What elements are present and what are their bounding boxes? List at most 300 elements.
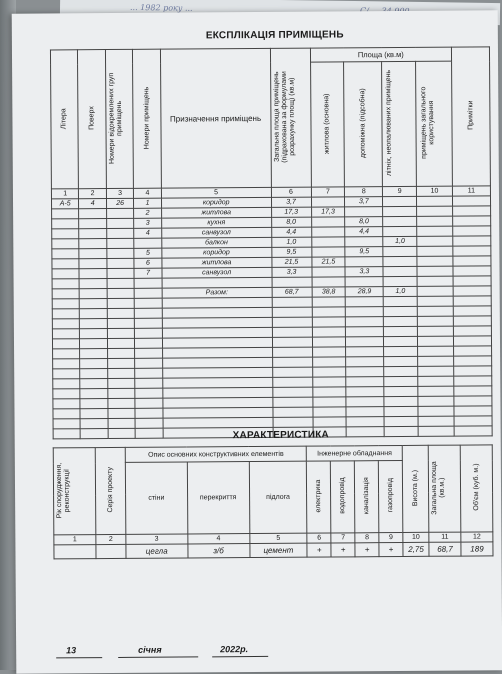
col-number: 11 bbox=[452, 186, 490, 196]
cell-litera bbox=[52, 219, 80, 229]
blank-cell bbox=[312, 307, 346, 317]
cell-aux bbox=[345, 257, 383, 267]
cell-purpose: балкон bbox=[162, 237, 272, 248]
header-notes: Примітки bbox=[451, 47, 490, 186]
col-number: 1 bbox=[54, 535, 96, 545]
blank-cell bbox=[313, 417, 347, 427]
value-total-area: 68,7 bbox=[429, 542, 461, 556]
underline bbox=[118, 656, 198, 658]
blank-cell bbox=[135, 328, 163, 338]
cell-poverkh bbox=[79, 269, 107, 279]
blank-cell bbox=[81, 429, 109, 439]
cell-room bbox=[134, 288, 162, 298]
blank-cell bbox=[384, 316, 418, 326]
col-number: 7 bbox=[331, 533, 355, 543]
cell-aux: 4,4 bbox=[345, 227, 383, 237]
footer-month: січня bbox=[138, 644, 162, 655]
cell-litera bbox=[52, 289, 80, 299]
cell-aux bbox=[345, 277, 383, 287]
document-sheet bbox=[12, 10, 502, 673]
blank-cell bbox=[80, 329, 108, 339]
cell-group bbox=[106, 208, 134, 218]
blank-cell bbox=[53, 409, 81, 419]
blank-cell bbox=[107, 338, 135, 348]
cell-living bbox=[311, 197, 345, 207]
col-number: 8 bbox=[345, 187, 383, 197]
cell-room: 3 bbox=[134, 218, 162, 228]
blank-cell bbox=[313, 407, 347, 417]
blank-cell bbox=[107, 308, 135, 318]
blank-cell bbox=[53, 399, 81, 409]
blank-cell bbox=[135, 418, 163, 428]
blank-cell bbox=[418, 426, 454, 436]
blank-cell bbox=[454, 366, 492, 376]
cell-notes bbox=[453, 266, 491, 276]
blank-cell bbox=[108, 388, 136, 398]
blank-cell bbox=[272, 357, 312, 367]
blank-cell bbox=[80, 309, 108, 319]
blank-cell bbox=[80, 339, 108, 349]
blank-cell bbox=[418, 326, 454, 336]
blank-cell bbox=[346, 377, 384, 387]
col-number: 3 bbox=[126, 534, 188, 544]
col-number: 8 bbox=[355, 533, 379, 543]
cell-living: 21,5 bbox=[312, 257, 346, 267]
blank-cell bbox=[135, 388, 163, 398]
header-total-area: Загальна площа приміщень (підрахована за формулами розрахунку площ) (кв.м) bbox=[270, 48, 311, 187]
blank-cell bbox=[135, 338, 163, 348]
cell-litera bbox=[52, 249, 80, 259]
header-engineering: Інженерне обладнання bbox=[307, 445, 403, 461]
blank-cell bbox=[53, 429, 81, 439]
blank-cell bbox=[384, 396, 418, 406]
cell-common bbox=[417, 226, 453, 236]
cell-purpose: коридор bbox=[162, 247, 272, 258]
blank-cell bbox=[312, 397, 346, 407]
cell-litera bbox=[52, 279, 80, 289]
blank-cell bbox=[346, 397, 384, 407]
cell-common bbox=[417, 286, 453, 296]
blank-cell bbox=[346, 427, 384, 437]
cell-purpose: коридор bbox=[161, 197, 271, 208]
blank-cell bbox=[417, 316, 453, 326]
cell-living bbox=[311, 237, 345, 247]
cell-total bbox=[272, 277, 312, 287]
blank-cell bbox=[108, 428, 136, 438]
cell-group bbox=[107, 228, 135, 238]
cell-common bbox=[417, 246, 453, 256]
blank-cell bbox=[384, 386, 418, 396]
blank-cell bbox=[52, 319, 80, 329]
cell-common bbox=[417, 276, 453, 286]
explication-title: ЕКСПЛІКАЦІЯ ПРИМІЩЕНЬ bbox=[205, 29, 344, 42]
cell-purpose: санвузол bbox=[162, 267, 272, 278]
blank-cell bbox=[346, 297, 384, 307]
cell-summer: 1,0 bbox=[383, 236, 417, 246]
cell-summer bbox=[383, 206, 417, 216]
header-total-area: Загальна площа (кв.м.) bbox=[428, 445, 461, 532]
cell-notes bbox=[453, 256, 491, 266]
cell-aux: 3,3 bbox=[345, 267, 383, 277]
blank-cell bbox=[454, 346, 492, 356]
blank-cell bbox=[384, 406, 418, 416]
blank-cell bbox=[346, 357, 384, 367]
blank-cell bbox=[108, 408, 136, 418]
cell-group: 26 bbox=[106, 198, 134, 208]
value-series bbox=[96, 544, 126, 558]
blank-cell bbox=[80, 299, 108, 309]
cell-purpose: кухня bbox=[161, 217, 271, 228]
cell-common bbox=[417, 196, 453, 206]
blank-cell bbox=[107, 348, 135, 358]
blank-cell bbox=[454, 406, 492, 416]
cell-summer bbox=[383, 256, 417, 266]
cell-room: 4 bbox=[134, 228, 162, 238]
blank-cell bbox=[384, 336, 418, 346]
blank-cell bbox=[80, 369, 108, 379]
cell-purpose: житлова bbox=[161, 207, 271, 218]
blank-cell bbox=[53, 349, 81, 359]
header-group-numbers: Номери відокремлених груп приміщень bbox=[105, 49, 133, 188]
cell-purpose: житлова bbox=[162, 257, 272, 268]
blank-cell bbox=[454, 376, 492, 386]
cell-living: 17,3 bbox=[311, 207, 345, 217]
cell-room bbox=[134, 238, 162, 248]
blank-cell bbox=[272, 337, 312, 347]
cell-total: 3,7 bbox=[271, 197, 311, 207]
footer-day: 13 bbox=[66, 645, 77, 656]
blank-cell bbox=[107, 318, 135, 328]
underline bbox=[56, 657, 102, 658]
col-number: 5 bbox=[161, 187, 271, 198]
cell-living bbox=[311, 247, 345, 257]
blank-cell bbox=[80, 379, 108, 389]
cell-litera bbox=[52, 259, 80, 269]
value-walls: цегла bbox=[126, 544, 188, 558]
header-height: Висота (м.) bbox=[402, 445, 429, 532]
cell-living bbox=[312, 277, 346, 287]
blank-cell bbox=[52, 329, 80, 339]
value-gas: + bbox=[379, 542, 403, 556]
blank-cell bbox=[453, 326, 491, 336]
cell-litera bbox=[52, 209, 80, 219]
blank-cell bbox=[454, 426, 492, 436]
blank-cell bbox=[312, 387, 346, 397]
cell-total: 9,5 bbox=[271, 247, 311, 257]
blank-cell bbox=[272, 317, 312, 327]
col-number: 4 bbox=[134, 188, 162, 198]
blank-cell bbox=[454, 356, 492, 366]
cell-summer bbox=[383, 266, 417, 276]
blank-cell bbox=[135, 378, 163, 388]
cell-group bbox=[107, 218, 135, 228]
col-number: 2 bbox=[79, 189, 107, 199]
blank-cell bbox=[312, 327, 346, 337]
col-number: 4 bbox=[187, 534, 249, 544]
blank-cell bbox=[107, 328, 135, 338]
value-height: 2,75 bbox=[403, 542, 429, 556]
cell-room: 6 bbox=[134, 258, 162, 268]
cell-poverkh bbox=[79, 239, 107, 249]
blank-cell bbox=[273, 417, 313, 427]
cell-poverkh: 4 bbox=[79, 199, 107, 209]
blank-cell bbox=[454, 396, 492, 406]
cell-litera bbox=[52, 239, 80, 249]
col-number: 11 bbox=[429, 532, 461, 542]
cell-room: 5 bbox=[134, 248, 162, 258]
header-auxiliary: допоміжна (підсобна) bbox=[344, 62, 383, 187]
value-water: + bbox=[331, 543, 355, 557]
characteristics-value-row bbox=[54, 542, 493, 559]
cell-group bbox=[107, 278, 135, 288]
cell-summer bbox=[383, 196, 417, 206]
blank-cell bbox=[272, 347, 312, 357]
blank-cell bbox=[135, 298, 163, 308]
cell-poverkh bbox=[79, 249, 107, 259]
cell-poverkh bbox=[79, 219, 107, 229]
blank-cell bbox=[135, 318, 163, 328]
blank-cell bbox=[346, 337, 384, 347]
cell-summer bbox=[383, 246, 417, 256]
cell-total: 8,0 bbox=[271, 217, 311, 227]
blank-cell bbox=[384, 306, 418, 316]
cell-purpose: Разом: bbox=[162, 287, 272, 298]
blank-cell bbox=[312, 337, 346, 347]
cell-summer bbox=[383, 276, 417, 286]
blank-cell bbox=[108, 378, 136, 388]
cell-poverkh bbox=[79, 259, 107, 269]
footer-year: 2022р. bbox=[220, 644, 249, 655]
blank-cell bbox=[80, 349, 108, 359]
blank-cell bbox=[53, 379, 81, 389]
blank-cell bbox=[272, 307, 312, 317]
header-water: водопровід bbox=[331, 461, 355, 533]
blank-cell bbox=[453, 336, 491, 346]
cell-purpose: санвузол bbox=[161, 227, 271, 238]
blank-cell bbox=[53, 389, 81, 399]
value-electricity: + bbox=[307, 543, 331, 557]
cell-common bbox=[417, 256, 453, 266]
blank-cell bbox=[418, 396, 454, 406]
blank-cell bbox=[417, 296, 453, 306]
blank-cell bbox=[418, 346, 454, 356]
col-number: 9 bbox=[383, 186, 417, 196]
header-floor: підлога bbox=[249, 461, 307, 533]
blank-cell bbox=[346, 367, 384, 377]
header-walls: стіни bbox=[125, 462, 187, 534]
header-poverkh: Поверх bbox=[78, 50, 106, 189]
blank-cell bbox=[107, 358, 135, 368]
cell-total: 68,7 bbox=[272, 287, 312, 297]
blank-cell bbox=[453, 316, 491, 326]
value-floors: з/б bbox=[188, 544, 250, 558]
blank-cell bbox=[418, 336, 454, 346]
cell-room: 7 bbox=[134, 268, 162, 278]
blank-cell bbox=[272, 327, 312, 337]
cell-notes bbox=[453, 206, 491, 216]
blank-cell bbox=[346, 417, 384, 427]
cell-notes bbox=[452, 196, 490, 206]
blank-cell bbox=[312, 317, 346, 327]
cell-common bbox=[417, 266, 453, 276]
characteristics-table bbox=[53, 444, 494, 559]
blank-cell bbox=[312, 347, 346, 357]
cell-total: 4,4 bbox=[271, 227, 311, 237]
cell-group bbox=[107, 288, 135, 298]
header-summer: літніх, неопалюваних приміщень bbox=[382, 61, 417, 186]
header-living: житлова (основна) bbox=[310, 62, 345, 187]
cell-aux: 28,9 bbox=[345, 287, 383, 297]
blank-cell bbox=[346, 317, 384, 327]
cell-aux: 9,5 bbox=[345, 247, 383, 257]
blank-cell bbox=[135, 428, 163, 438]
value-volume: 189 bbox=[461, 542, 493, 556]
cell-aux bbox=[345, 237, 383, 247]
blank-cell bbox=[418, 376, 454, 386]
blank-cell bbox=[312, 357, 346, 367]
cell-poverkh bbox=[80, 289, 108, 299]
header-room-numbers: Номери приміщень bbox=[133, 49, 161, 188]
blank-cell bbox=[453, 296, 491, 306]
blank-cell bbox=[418, 356, 454, 366]
header-main-description: Опис основних конструктивних елементів bbox=[125, 446, 307, 462]
value-sewerage: + bbox=[355, 543, 379, 557]
blank-cell bbox=[135, 368, 163, 378]
cell-aux: 8,0 bbox=[345, 217, 383, 227]
blank-cell bbox=[418, 416, 454, 426]
cell-group bbox=[107, 248, 135, 258]
blank-cell bbox=[384, 296, 418, 306]
value-year bbox=[54, 545, 96, 559]
blank-cell bbox=[52, 299, 80, 309]
cell-summer bbox=[383, 226, 417, 236]
blank-cell bbox=[80, 389, 108, 399]
blank-cell bbox=[384, 426, 418, 436]
blank-cell bbox=[312, 367, 346, 377]
blank-cell bbox=[346, 347, 384, 357]
background-handwriting: ... 1982 року ... bbox=[129, 2, 193, 13]
cell-aux: 3,7 bbox=[345, 197, 383, 207]
blank-cell bbox=[384, 356, 418, 366]
col-number: 5 bbox=[249, 533, 307, 543]
blank-cell bbox=[454, 386, 492, 396]
cell-total: 3,3 bbox=[271, 267, 311, 277]
blank-cell bbox=[384, 366, 418, 376]
col-number: 10 bbox=[403, 532, 429, 542]
cell-common bbox=[417, 216, 453, 226]
blank-cell bbox=[312, 377, 346, 387]
blank-cell bbox=[454, 416, 492, 426]
cell-litera bbox=[52, 269, 80, 279]
blank-cell bbox=[418, 406, 454, 416]
blank-cell bbox=[108, 398, 136, 408]
cell-litera: А-5 bbox=[51, 199, 79, 209]
cell-living bbox=[312, 267, 346, 277]
blank-cell bbox=[272, 367, 312, 377]
header-volume: Об'єм (куб. м.) bbox=[460, 445, 493, 532]
cell-summer bbox=[383, 216, 417, 226]
cell-living bbox=[311, 227, 345, 237]
cell-notes bbox=[453, 236, 491, 246]
blank-cell bbox=[384, 326, 418, 336]
col-number: 6 bbox=[271, 187, 311, 197]
blank-cell bbox=[418, 386, 454, 396]
blank-cell bbox=[80, 409, 108, 419]
cell-notes bbox=[453, 226, 491, 236]
cell-room: 2 bbox=[134, 208, 162, 218]
col-number: 6 bbox=[307, 533, 331, 543]
cell-summer: 1,0 bbox=[383, 286, 417, 296]
cell-notes bbox=[453, 276, 491, 286]
cell-notes bbox=[453, 246, 491, 256]
blank-cell bbox=[346, 307, 384, 317]
header-year: Рік спорудження, реконструкції bbox=[53, 448, 96, 535]
cell-common bbox=[417, 206, 453, 216]
blank-cell bbox=[384, 416, 418, 426]
blank-cell bbox=[80, 419, 108, 429]
header-series: Серія проекту bbox=[95, 447, 125, 534]
col-number: 12 bbox=[461, 532, 493, 542]
blank-cell bbox=[272, 377, 312, 387]
blank-cell bbox=[346, 327, 384, 337]
blank-cell bbox=[312, 297, 346, 307]
blank-cell bbox=[135, 358, 163, 368]
blank-cell bbox=[108, 418, 136, 428]
blank-cell bbox=[384, 346, 418, 356]
characteristics-title: ХАРАКТЕРИСТИКА bbox=[232, 429, 329, 442]
blank-cell bbox=[346, 407, 384, 417]
blank-cell bbox=[107, 298, 135, 308]
cell-group bbox=[107, 268, 135, 278]
blank-cell bbox=[80, 359, 108, 369]
cell-living: 38,8 bbox=[312, 287, 346, 297]
blank-cell bbox=[80, 399, 108, 409]
blank-cell bbox=[108, 368, 136, 378]
blank-cell bbox=[417, 306, 453, 316]
cell-living bbox=[311, 217, 345, 227]
col-number: 3 bbox=[106, 188, 134, 198]
col-number: 10 bbox=[417, 186, 453, 196]
header-common: приміщень загального користування bbox=[416, 61, 453, 186]
cell-poverkh bbox=[79, 279, 107, 289]
blank-cell bbox=[135, 308, 163, 318]
cell-notes bbox=[453, 216, 491, 226]
blank-cell bbox=[384, 376, 418, 386]
cell-group bbox=[107, 238, 135, 248]
blank-cell bbox=[135, 408, 163, 418]
col-number: 1 bbox=[51, 189, 79, 199]
blank-cell bbox=[272, 297, 312, 307]
blank-cell bbox=[272, 407, 312, 417]
underline bbox=[212, 656, 268, 657]
cell-total: 21,5 bbox=[271, 257, 311, 267]
blank-cell bbox=[53, 419, 81, 429]
cell-total: 17,3 bbox=[271, 207, 311, 217]
explication-table bbox=[50, 46, 493, 439]
header-floors: перекриття bbox=[187, 462, 249, 534]
blank-cell bbox=[135, 398, 163, 408]
cell-room bbox=[134, 278, 162, 288]
blank-cell bbox=[52, 309, 80, 319]
cell-total: 1,0 bbox=[271, 237, 311, 247]
blank-cell bbox=[52, 339, 80, 349]
header-area-group: Площа (кв.м) bbox=[310, 47, 451, 62]
cell-aux bbox=[345, 207, 383, 217]
value-floor: цемент bbox=[249, 543, 307, 557]
cell-poverkh bbox=[79, 229, 107, 239]
header-litera: Літера bbox=[50, 50, 78, 189]
cell-litera bbox=[52, 229, 80, 239]
